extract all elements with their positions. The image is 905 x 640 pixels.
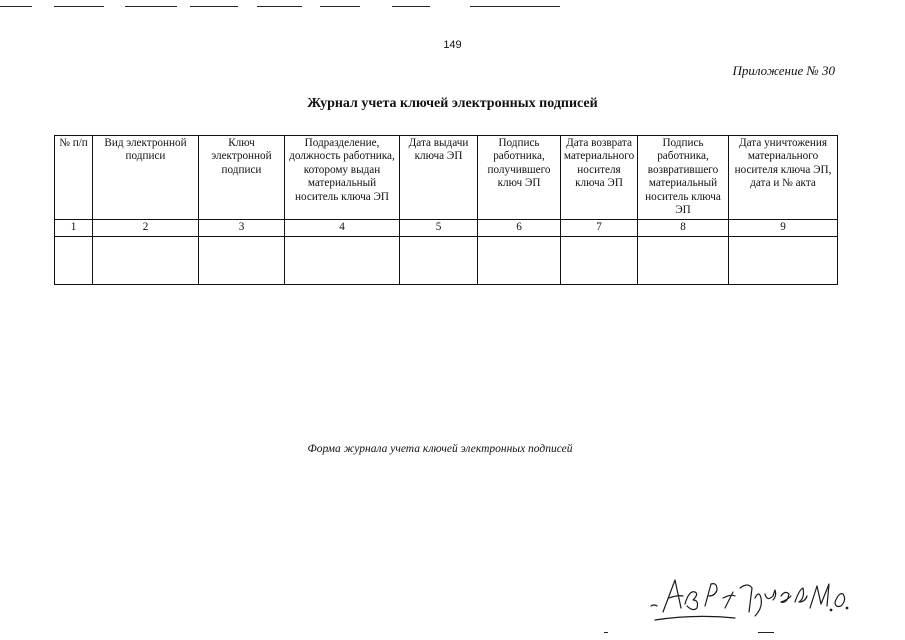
- form-caption: Форма журнала учета ключей электронных подписей: [307, 443, 573, 455]
- header-cell: Дата уничтожения материального носителя ключа ЭП, дата и № акта: [729, 136, 838, 220]
- column-number-cell: 9: [729, 219, 838, 236]
- header-cell: Дата возврата материального носителя ключа ЭП: [561, 136, 638, 220]
- blank-cell: [400, 236, 478, 284]
- appendix-label: Приложение № 30: [732, 63, 835, 78]
- column-number-cell: 2: [93, 219, 199, 236]
- header-cell: Вид электронной подписи: [93, 136, 199, 220]
- top-rule: [125, 6, 177, 7]
- blank-row: [55, 236, 838, 284]
- bottom-mark: [604, 632, 608, 633]
- blank-cell: [478, 236, 561, 284]
- top-rule: [320, 6, 360, 7]
- top-rule: [0, 6, 32, 7]
- column-number-cell: 5: [400, 219, 478, 236]
- column-number-cell: 8: [638, 219, 729, 236]
- blank-cell: [729, 236, 838, 284]
- header-cell: Подпись работника, получившего ключ ЭП: [478, 136, 561, 220]
- column-number-row: [55, 219, 838, 236]
- header-row: [55, 136, 838, 220]
- top-rule: [470, 6, 560, 7]
- blank-cell: [199, 236, 285, 284]
- column-number-cell: 1: [55, 219, 93, 236]
- header-cell: Подразделение, должность работника, которому выдан материальный носитель ключа ЭП: [285, 136, 400, 220]
- header-cell: Подпись работника, возвратившего материальный носитель ключа ЭП: [638, 136, 729, 220]
- handwritten-signature: [645, 568, 855, 628]
- journal-table: [54, 135, 838, 285]
- blank-cell: [285, 236, 400, 284]
- top-rule: [190, 6, 238, 7]
- header-cell: Дата выдачи ключа ЭП: [400, 136, 478, 220]
- column-number-cell: 3: [199, 219, 285, 236]
- bottom-mark: [758, 632, 774, 633]
- blank-cell: [638, 236, 729, 284]
- document-title: Журнал учета ключей электронных подписей: [307, 96, 598, 111]
- header-cell: № п/п: [55, 136, 93, 220]
- column-number-cell: 7: [561, 219, 638, 236]
- header-cell: Ключ электронной подписи: [199, 136, 285, 220]
- top-rule: [392, 6, 430, 7]
- column-number-cell: 6: [478, 219, 561, 236]
- blank-cell: [55, 236, 93, 284]
- top-rule: [54, 6, 104, 7]
- blank-cell: [93, 236, 199, 284]
- top-rule: [257, 6, 302, 7]
- blank-cell: [561, 236, 638, 284]
- page-number: 149: [443, 39, 462, 51]
- column-number-cell: 4: [285, 219, 400, 236]
